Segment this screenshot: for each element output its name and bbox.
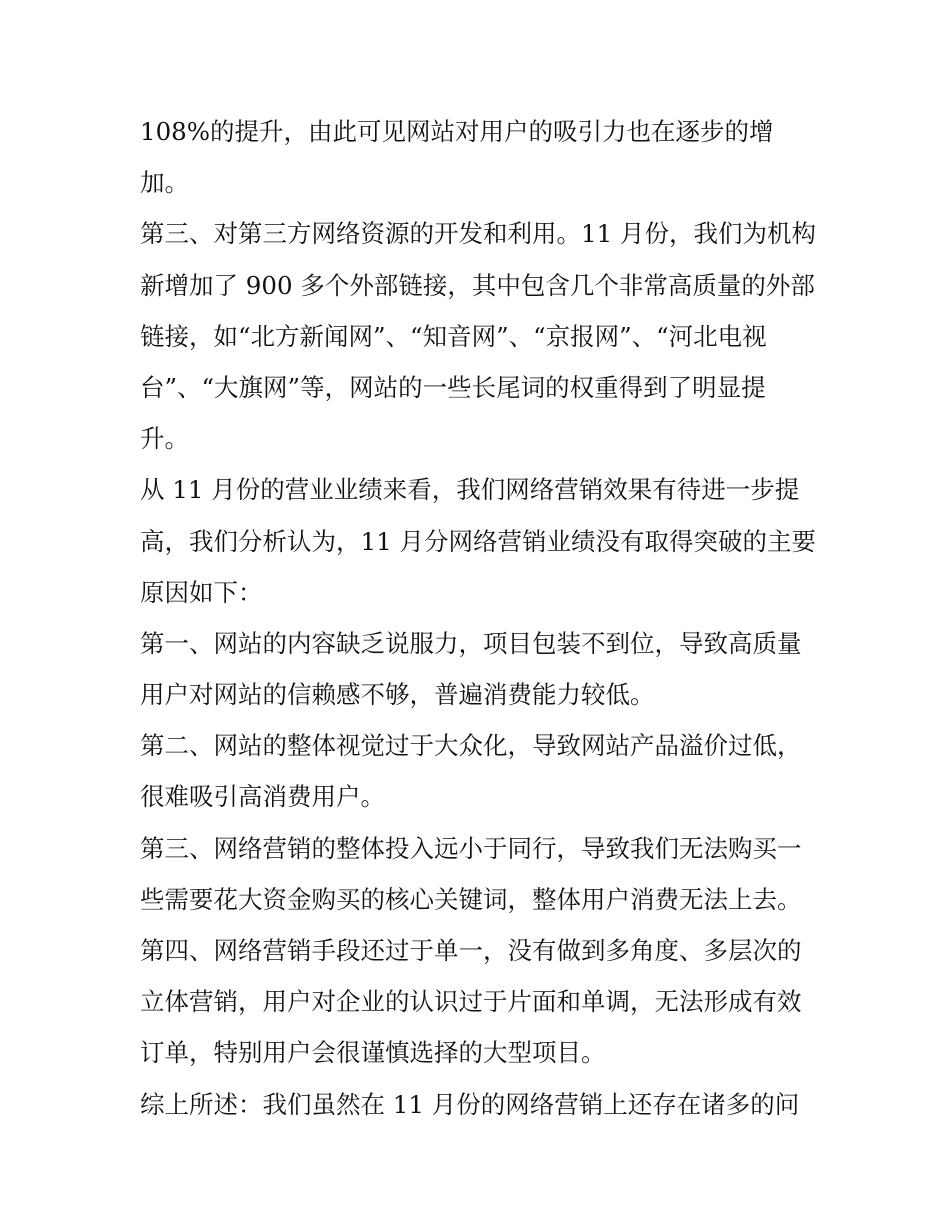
text-line: 第四、网络营销手段还过于单一，没有做到多角度、多层次的 — [140, 936, 802, 965]
text-line: 综上所述：我们虽然在 11 月份的网络营销上还存在诸多的问 — [140, 1089, 800, 1119]
text-line: 订单，特别用户会很谨慎选择的大型项目。 — [140, 1038, 606, 1068]
text-line: 高，我们分析认为，11 月分网络营销业绩没有取得突破的主要 — [140, 526, 816, 556]
text-line: 第三、网络营销的整体投入远小于同行，导致我们无法购买一 — [140, 833, 802, 863]
text-line: 升。 — [140, 424, 189, 454]
text-line: 立体营销，用户对企业的认识过于片面和单调，无法形成有效 — [140, 987, 802, 1017]
text-line: 原因如下： — [140, 577, 263, 607]
text-line: 第三、对第三方网络资源的开发和利用。11 月份，我们为机构 — [140, 219, 816, 249]
text-line: 第一、网站的内容缺乏说服力，项目包装不到位，导致高质量 — [140, 628, 802, 658]
text-line: 用户对网站的信赖感不够，普遍消费能力较低。 — [140, 680, 655, 710]
document-body — [140, 106, 820, 1130]
text-line: 108%的提升，由此可见网站对用户的吸引力也在逐步的增 — [140, 117, 774, 146]
text-line: 第二、网站的整体视觉过于大众化，导致网站产品溢价过低， — [140, 731, 802, 761]
text-line: 新增加了 900 多个外部链接，其中包含几个非常高质量的外部 — [140, 270, 815, 300]
text-line: 很难吸引高消费用户。 — [140, 782, 385, 812]
text-line: 加。 — [140, 168, 189, 198]
text-line: 从 11 月份的营业业绩来看，我们网络营销效果有待进一步提 — [140, 475, 800, 505]
text-line: 些需要花大资金购买的核心关键词，整体用户消费无法上去。 — [140, 884, 802, 914]
text-line: 台”、“大旗网”等，网站的一些长尾词的权重得到了明显提 — [140, 372, 766, 402]
text-line: 链接，如“北方新闻网”、“知音网”、“京报网”、“河北电视 — [140, 321, 767, 351]
